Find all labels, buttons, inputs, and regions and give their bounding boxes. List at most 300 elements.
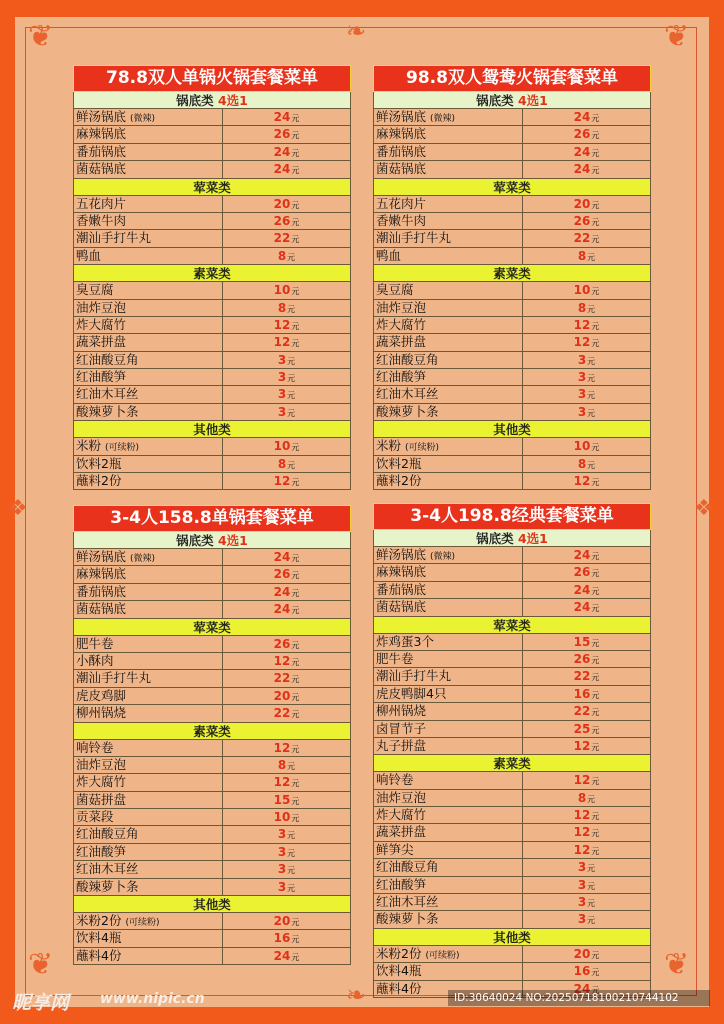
menu-item-row <box>373 352 651 369</box>
section-label: 荤菜类 <box>493 179 531 195</box>
item-name: 蔬菜拼盘 <box>76 334 127 350</box>
menu-item-row <box>373 721 651 738</box>
item-unit: 元 <box>291 321 300 331</box>
menu-item-row <box>73 826 351 843</box>
watermark-id: ID:30640024 NO:20250718100210744102 <box>448 990 710 1006</box>
item-unit: 元 <box>587 899 596 909</box>
item-price: 8 <box>277 456 287 471</box>
item-price: 26 <box>573 651 591 666</box>
section-header <box>373 421 651 438</box>
section-header <box>73 896 351 913</box>
item-name: 红油酸笋 <box>376 369 427 385</box>
item-name: 饮料4瓶 <box>376 963 422 979</box>
item-unit: 元 <box>287 408 296 418</box>
menu-item-row <box>373 473 651 490</box>
item-unit: 元 <box>591 148 600 158</box>
item-unit: 元 <box>587 356 596 366</box>
item-name: 香嫩牛肉 <box>76 212 127 228</box>
item-price: 26 <box>573 127 591 142</box>
item-price: 12 <box>573 825 591 840</box>
section-header <box>373 179 651 196</box>
item-unit: 元 <box>291 554 300 563</box>
menu-item-row <box>73 473 351 490</box>
section-label: 其他类 <box>493 929 531 945</box>
item-unit: 元 <box>287 883 296 893</box>
item-price: 24 <box>573 110 591 124</box>
item-price: 15 <box>573 634 591 649</box>
item-price: 12 <box>573 474 591 489</box>
section-header <box>373 265 651 282</box>
item-unit: 元 <box>591 235 600 245</box>
menu-item-row <box>73 213 351 230</box>
item-unit: 元 <box>591 287 600 297</box>
item-unit: 元 <box>591 968 600 978</box>
item-price: 3 <box>277 370 287 385</box>
item-price: 3 <box>277 879 287 894</box>
item-unit: 元 <box>587 304 596 314</box>
item-unit: 元 <box>591 200 600 210</box>
menu-item-row <box>373 564 651 581</box>
section-header <box>73 92 351 109</box>
item-price: 12 <box>573 773 591 788</box>
menu-item-row <box>73 879 351 896</box>
item-name: 红油木耳丝 <box>76 861 139 877</box>
menu-item-row <box>73 636 351 653</box>
item-note: (可续粉) <box>105 443 140 454</box>
menu-item-row <box>373 404 651 421</box>
menu-item-row <box>373 946 651 963</box>
item-price: 16 <box>573 686 591 701</box>
item-price: 26 <box>573 213 591 228</box>
menu-item-row <box>73 230 351 247</box>
menu-item-row <box>373 582 651 599</box>
menu-item-row <box>73 861 351 878</box>
item-unit: 元 <box>291 710 300 720</box>
item-price: 24 <box>273 162 291 177</box>
item-note: (可续粉) <box>125 918 160 929</box>
item-name: 红油酸豆角 <box>376 351 439 367</box>
item-price: 24 <box>273 550 291 564</box>
item-price: 3 <box>277 827 287 842</box>
item-name: 菌菇锅底 <box>376 161 427 177</box>
corner-ornament-icon: ❦ <box>664 947 690 982</box>
item-name: 菌菇拼盘 <box>76 791 127 807</box>
item-name: 油炸豆泡 <box>76 299 127 315</box>
item-price: 3 <box>277 844 287 859</box>
item-price: 8 <box>577 300 587 315</box>
menu-item-row <box>73 930 351 947</box>
item-name: 肥牛卷 <box>76 635 114 651</box>
menu-item-row <box>373 438 651 455</box>
item-price: 10 <box>573 439 591 454</box>
item-unit: 元 <box>591 725 600 735</box>
item-unit: 元 <box>287 304 296 314</box>
item-name: 虎皮鸡脚 <box>76 687 127 703</box>
item-unit: 元 <box>587 881 596 891</box>
item-price: 3 <box>277 352 287 367</box>
item-unit: 元 <box>591 131 600 141</box>
menu-item-row <box>73 334 351 351</box>
item-name: 潮汕手打牛丸 <box>376 230 452 246</box>
item-note: (微辣) <box>130 114 156 124</box>
item-unit: 元 <box>291 287 300 297</box>
menu-item-row <box>73 740 351 757</box>
item-name: 贡菜段 <box>76 809 114 825</box>
item-name: 五花肉片 <box>76 195 127 211</box>
item-name: 鲜笋尖 <box>376 841 414 857</box>
item-price: 22 <box>273 231 291 246</box>
item-note: (可续粉) <box>425 950 460 961</box>
item-price: 3 <box>577 877 587 892</box>
item-name: 红油酸豆角 <box>76 351 139 367</box>
item-name: 五花肉片 <box>376 195 427 211</box>
item-name: 鲜汤锅底 <box>76 109 127 124</box>
section-header <box>373 929 651 946</box>
item-name: 红油木耳丝 <box>376 386 439 402</box>
item-price: 3 <box>577 860 587 875</box>
item-price: 3 <box>277 862 287 877</box>
menu-item-row <box>73 601 351 618</box>
item-unit: 元 <box>287 356 296 366</box>
item-note: (可续粉) <box>405 443 440 454</box>
item-price: 12 <box>273 317 291 332</box>
menu-item-row <box>373 686 651 703</box>
menu-item-row <box>373 599 651 616</box>
section-label: 其他类 <box>493 422 531 438</box>
item-unit: 元 <box>591 604 600 614</box>
item-unit: 元 <box>291 918 300 928</box>
item-name: 油炸豆泡 <box>376 299 427 315</box>
menu-item-row <box>73 300 351 317</box>
item-price: 8 <box>277 757 287 772</box>
corner-ornament-icon: ❦ <box>28 947 54 982</box>
item-unit: 元 <box>291 217 300 227</box>
item-unit: 元 <box>591 829 600 839</box>
item-name: 红油酸笋 <box>76 369 127 385</box>
menu-item-row <box>73 352 351 369</box>
item-unit: 元 <box>287 761 296 771</box>
item-price: 22 <box>573 704 591 719</box>
menu-item-row <box>373 859 651 876</box>
item-price: 8 <box>277 248 287 263</box>
item-name: 臭豆腐 <box>376 282 414 298</box>
item-name: 蘸料4份 <box>76 947 122 963</box>
item-unit: 元 <box>291 235 300 245</box>
section-header <box>73 619 351 636</box>
item-unit: 元 <box>591 638 600 648</box>
item-unit: 元 <box>291 640 300 650</box>
corner-ornament-icon: ❦ <box>28 19 54 54</box>
item-price: 22 <box>573 669 591 684</box>
item-name: 响铃卷 <box>76 739 114 755</box>
bottom-ornament-icon: ❧ <box>346 981 367 1009</box>
item-name: 蘸料2份 <box>376 473 422 489</box>
item-price: 12 <box>573 335 591 350</box>
item-name: 番茄锅底 <box>376 143 427 159</box>
item-price: 26 <box>573 565 591 580</box>
item-unit: 元 <box>587 408 596 418</box>
item-unit: 元 <box>591 586 600 596</box>
item-price: 8 <box>277 300 287 315</box>
item-name: 酸辣萝卜条 <box>376 911 439 927</box>
item-price: 24 <box>273 948 291 963</box>
item-name: 番茄锅底 <box>76 143 127 159</box>
corner-ornament-icon: ❦ <box>664 19 690 54</box>
watermark-url: www.nipic.cn <box>100 991 205 1007</box>
item-unit: 元 <box>587 252 596 262</box>
menu-item-row <box>373 738 651 755</box>
menu-item-row <box>73 438 351 455</box>
item-unit: 元 <box>591 985 600 995</box>
item-price: 26 <box>273 636 291 651</box>
item-price: 3 <box>577 352 587 367</box>
item-name: 炸大腐竹 <box>76 316 127 332</box>
item-name: 蘸料4份 <box>376 980 422 996</box>
item-unit: 元 <box>287 848 296 858</box>
item-price: 26 <box>273 567 291 582</box>
item-name: 麻辣锅底 <box>376 564 427 580</box>
section-pick: 4选1 <box>217 93 248 108</box>
item-price: 16 <box>573 964 591 979</box>
item-name: 油炸豆泡 <box>76 756 127 772</box>
menu-item-row <box>373 894 651 911</box>
item-name: 米粉 <box>76 438 102 454</box>
section-label: 素菜类 <box>193 723 231 739</box>
item-name: 鸭血 <box>76 247 102 263</box>
item-unit: 元 <box>591 950 600 960</box>
menu-item-row <box>373 807 651 824</box>
menu-item-row <box>373 144 651 161</box>
item-unit: 元 <box>291 779 300 789</box>
menu-item-row <box>373 703 651 720</box>
item-price: 16 <box>273 931 291 946</box>
item-price: 12 <box>273 335 291 350</box>
item-unit: 元 <box>291 114 300 123</box>
item-price: 26 <box>273 127 291 142</box>
menu-panel <box>373 65 651 490</box>
item-name: 饮料2瓶 <box>376 455 422 471</box>
section-header <box>373 617 651 634</box>
item-unit: 元 <box>291 200 300 210</box>
item-unit: 元 <box>591 690 600 700</box>
menu-item-row <box>73 670 351 687</box>
section-label: 其他类 <box>193 422 231 438</box>
menu-item-row <box>73 653 351 670</box>
item-name: 臭豆腐 <box>76 282 114 298</box>
item-unit: 元 <box>291 952 300 962</box>
item-name: 柳州锅烧 <box>376 703 427 719</box>
item-price: 12 <box>573 738 591 753</box>
menu-item-row <box>373 824 651 841</box>
menu-item-row <box>373 109 651 126</box>
item-name: 米粉2份 <box>376 945 422 961</box>
item-price: 10 <box>273 810 291 825</box>
item-note: (微辣) <box>130 554 156 564</box>
section-label: 荤菜类 <box>493 617 531 633</box>
menu-item-row <box>73 705 351 722</box>
item-name: 红油酸笋 <box>76 843 127 859</box>
section-pick: 4选1 <box>517 531 548 546</box>
item-price: 3 <box>577 387 587 402</box>
item-unit: 元 <box>287 831 296 841</box>
item-unit: 元 <box>591 655 600 665</box>
menu-item-row <box>73 369 351 386</box>
menu-item-row <box>73 913 351 930</box>
menu-item-row <box>73 456 351 473</box>
item-name: 蔬菜拼盘 <box>376 334 427 350</box>
item-name: 麻辣锅底 <box>376 126 427 142</box>
item-unit: 元 <box>291 657 300 667</box>
menu-item-row <box>373 230 651 247</box>
section-label: 锅底类 <box>176 533 214 548</box>
item-name: 饮料4瓶 <box>76 930 122 946</box>
item-unit: 元 <box>591 321 600 331</box>
menu-item-row <box>73 549 351 566</box>
section-header <box>73 723 351 740</box>
item-unit: 元 <box>587 916 596 926</box>
item-name: 红油木耳丝 <box>376 894 439 910</box>
item-unit: 元 <box>291 796 300 806</box>
item-price: 12 <box>573 808 591 823</box>
item-unit: 元 <box>591 846 600 856</box>
item-name: 油炸豆泡 <box>376 789 427 805</box>
item-price: 3 <box>577 404 587 419</box>
item-price: 12 <box>273 653 291 668</box>
item-unit: 元 <box>587 864 596 874</box>
item-unit: 元 <box>591 742 600 752</box>
item-name: 小酥肉 <box>76 652 114 668</box>
menu-item-row <box>73 757 351 774</box>
item-price: 24 <box>573 548 591 562</box>
item-name: 番茄锅底 <box>76 583 127 599</box>
menu-item-row <box>373 248 651 265</box>
item-price: 25 <box>573 721 591 736</box>
item-price: 26 <box>273 213 291 228</box>
item-unit: 元 <box>287 391 296 401</box>
item-unit: 元 <box>291 692 300 702</box>
section-header <box>73 421 351 438</box>
item-name: 虎皮鸭脚4只 <box>376 685 447 701</box>
item-price: 24 <box>273 602 291 617</box>
item-name: 鲜汤锅底 <box>76 549 127 564</box>
menu-item-row <box>73 688 351 705</box>
item-price: 24 <box>573 144 591 159</box>
item-name: 丸子拼盘 <box>376 737 427 753</box>
item-price: 24 <box>573 981 591 996</box>
item-unit: 元 <box>591 478 600 488</box>
item-unit: 元 <box>591 673 600 683</box>
item-unit: 元 <box>587 460 596 470</box>
menu-item-row <box>73 161 351 178</box>
section-label: 锅底类 <box>476 531 514 546</box>
item-price: 22 <box>573 231 591 246</box>
side-ornament-icon: ❖ <box>694 496 714 521</box>
menu-title: 98.8双人鸳鸯火锅套餐菜单 <box>373 65 651 92</box>
item-price: 8 <box>577 790 587 805</box>
item-unit: 元 <box>591 569 600 579</box>
menu-item-row <box>73 386 351 403</box>
item-price: 22 <box>273 706 291 721</box>
item-price: 3 <box>577 370 587 385</box>
item-name: 卤冒节子 <box>376 720 427 736</box>
item-name: 菌菇锅底 <box>76 161 127 177</box>
item-name: 蔬菜拼盘 <box>376 824 427 840</box>
item-name: 菌菇锅底 <box>76 601 127 617</box>
item-name: 香嫩牛肉 <box>376 212 427 228</box>
item-price: 3 <box>277 404 287 419</box>
menu-item-row <box>373 456 651 473</box>
menu-item-row <box>373 790 651 807</box>
section-label: 荤菜类 <box>193 619 231 635</box>
item-unit: 元 <box>291 744 300 754</box>
menu-title: 78.8双人单锅火锅套餐菜单 <box>73 65 351 92</box>
item-name: 肥牛卷 <box>376 650 414 666</box>
section-header <box>73 532 351 549</box>
item-unit: 元 <box>591 777 600 787</box>
item-name: 潮汕手打牛丸 <box>376 668 452 684</box>
section-header <box>373 755 651 772</box>
item-unit: 元 <box>291 339 300 349</box>
item-name: 鸭血 <box>376 247 402 263</box>
item-unit: 元 <box>291 148 300 158</box>
item-price: 22 <box>273 671 291 686</box>
menu-title: 3-4人198.8经典套餐菜单 <box>373 503 651 530</box>
item-unit: 元 <box>591 217 600 227</box>
item-unit: 元 <box>291 571 300 581</box>
menu-item-row <box>373 963 651 980</box>
item-unit: 元 <box>591 443 600 453</box>
item-unit: 元 <box>287 866 296 876</box>
menu-item-row <box>73 126 351 143</box>
item-price: 24 <box>573 600 591 615</box>
item-unit: 元 <box>291 166 300 176</box>
item-price: 20 <box>273 914 291 929</box>
item-name: 柳州锅烧 <box>76 705 127 721</box>
section-header <box>73 179 351 196</box>
item-name: 潮汕手打牛丸 <box>76 670 152 686</box>
menu-item-row <box>373 282 651 299</box>
menu-item-row <box>373 911 651 928</box>
item-name: 菌菇锅底 <box>376 599 427 615</box>
item-price: 3 <box>577 895 587 910</box>
menu-item-row <box>73 809 351 826</box>
menu-item-row <box>373 317 651 334</box>
item-note: (微辣) <box>430 114 456 124</box>
item-price: 24 <box>573 162 591 177</box>
menu-item-row <box>73 774 351 791</box>
side-ornament-icon: ❖ <box>8 496 28 521</box>
item-unit: 元 <box>291 588 300 598</box>
menu-item-row <box>73 144 351 161</box>
item-price: 3 <box>277 387 287 402</box>
item-name: 米粉2份 <box>76 913 122 929</box>
menu-item-row <box>73 584 351 601</box>
item-name: 炸大腐竹 <box>376 807 427 823</box>
item-name: 响铃卷 <box>376 772 414 788</box>
item-name: 饮料2瓶 <box>76 455 122 471</box>
item-price: 12 <box>573 317 591 332</box>
item-unit: 元 <box>291 443 300 453</box>
item-price: 8 <box>577 248 587 263</box>
menu-item-row <box>373 668 651 685</box>
menu-item-row <box>373 877 651 894</box>
item-price: 12 <box>273 474 291 489</box>
item-price: 10 <box>273 283 291 298</box>
item-name: 米粉 <box>376 438 402 454</box>
item-price: 12 <box>573 842 591 857</box>
item-price: 24 <box>573 582 591 597</box>
menu-item-row <box>373 634 651 651</box>
